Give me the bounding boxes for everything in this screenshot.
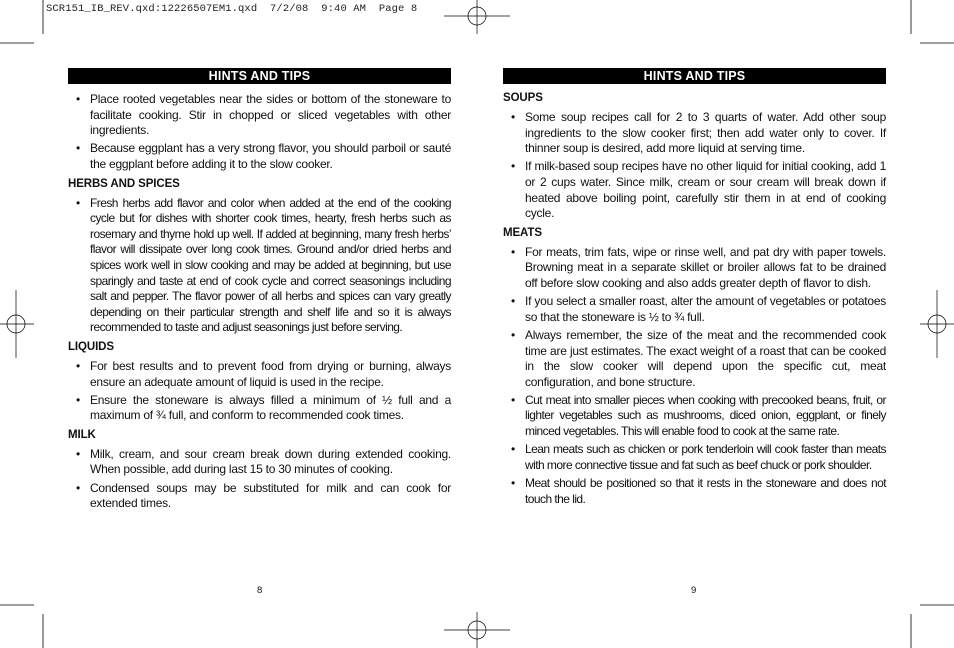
soups-list [503,110,886,222]
list-item: • Milk, cream, and sour cream break down during extended cooking. When possible, add during last 15 to 30 minutes of cooking. [68,447,451,478]
milk-heading: MILK [68,428,96,441]
list-item: • If you select a smaller roast, alter the amount of vegetables or potatoes so that the stoneware is ½ to ¾ full. [503,294,886,325]
list-item: • Condensed soups may be substituted for milk and can cook for extended times. [68,481,451,512]
liquids-heading: LIQUIDS [68,340,114,353]
page-number-left: 8 [257,585,263,596]
list-item: • Because eggplant has a very strong flavor, you should parboil or sauté the eggplant before adding it to the slow cooker. [68,141,451,172]
soups-heading: SOUPS [503,92,543,104]
list-item: • Fresh herbs add flavor and color when added at the end of the cooking cycle but for dishes with shorter cook times, hearty, fresh herbs such as rosemary and thyme hold up well. If added at beginning, many fresh herbs’ flavor will dissipate over long cook times. Ground and/or dried herbs and spices work well in slow cooking and may be added at beginning, but use sparingly and taste at end of cook cycle and correct seasonings including salt and pepper. The flavor power of all herbs and spices can vary greatly depending on their particular strength and shelf life and so it is always recommended to taste and adjust seasonings just before serving. [68,196,451,336]
list-item: • Lean meats such as chicken or pork tenderloin will cook faster than meats with more connective tissue and fat such as beef chuck or pork shoulder. [503,442,886,473]
intro-list [68,92,451,173]
meats-list [503,245,886,507]
list-item: • Some soup recipes call for 2 to 3 quarts of water. Add other soup ingredients to the slow cooker first; then add water only to cover. If thinner soup is desired, add more liquid at serving time. [503,110,886,157]
list-item: • Ensure the stoneware is always filled a minimum of ½ full and a maximum of ¾ full, and conform to recommended cook times. [68,393,451,424]
list-item: • For best results and to prevent food from drying or burning, always ensure an adequate amount of liquid is used in the recipe. [68,359,451,390]
list-item: • Meat should be positioned so that it rests in the stoneware and does not touch the lid. [503,476,886,507]
section-banner: HINTS AND TIPS [503,68,886,84]
section-banner: HINTS AND TIPS [68,68,451,84]
liquids-list [68,359,451,424]
list-item: • For meats, trim fats, wipe or rinse well, and pat dry with paper towels. Browning meat in a separate skillet or broiler allows fat to be drained off before slow cooking and also adds greater depth of flavor to dish. [503,245,886,292]
meats-heading: MEATS [503,226,542,239]
left-page [68,68,451,514]
right-page [503,68,886,510]
herbs-heading: HERBS AND SPICES [68,177,180,190]
page-number-right: 9 [691,585,697,596]
list-item: • Cut meat into smaller pieces when cooking with precooked beans, fruit, or lighter vegetables such as mushrooms, diced onion, eggplant, or finely minced vegetables. This will enable food to cook at the same rate. [503,393,886,440]
list-item: • Always remember, the size of the meat and the recommended cook time are just estimates. The exact weight of a roast that can be cooked in the slow cooker will depend upon the specific cut, meat configuration, and bone structure. [503,328,886,390]
list-item: • If milk-based soup recipes have no other liquid for initial cooking, add 1 or 2 cups water. Since milk, cream or sour cream will break down if heated above boiling point, carefully stir them in at end of cooking cycle. [503,159,886,221]
list-item: • Place rooted vegetables near the sides or bottom of the stoneware to facilitate cooking. Stir in chopped or sliced vegetables with other ingredients. [68,92,451,139]
herbs-list [68,196,451,336]
milk-list [68,447,451,512]
file-header: SCR151_IB_REV.qxd:12226507EM1.qxd 7/2/08 9:40 AM Page 8 [46,3,418,15]
